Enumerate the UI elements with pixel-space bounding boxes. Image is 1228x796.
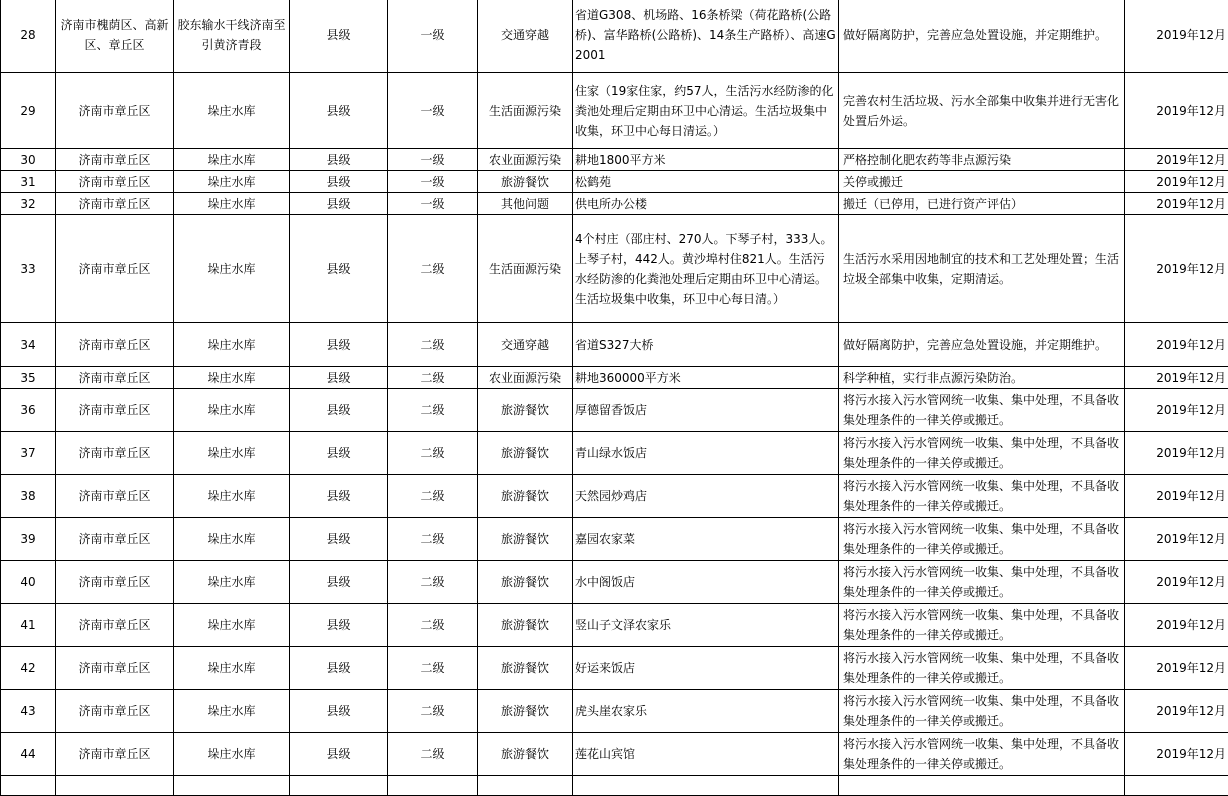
cell-problem-type: 交通穿越 [478,323,573,367]
cell-remediation-measure: 科学种植，实行非点源污染防治。 [839,367,1125,389]
cell-city: 济南市章丘区 [56,149,174,171]
table-row [1,193,1228,215]
cell-number: 35 [1,367,56,389]
cell-deadline: 2019年12月 [1125,149,1228,171]
cell-city: 济南市槐荫区、高新区、章丘区 [56,0,174,73]
cell-problem-detail: 竖山子文泽农家乐 [573,604,839,647]
table-row [1,149,1228,171]
cell-remediation-measure: 将污水接入污水管网统一收集、集中处理，不具备收集处理条件的一律关停或搬迁。 [839,518,1125,561]
cell-level: 县级 [290,193,388,215]
cell-water-source: 垛庄水库 [174,389,290,432]
cell-problem-type: 生活面源污染 [478,73,573,149]
cell-city: 济南市章丘区 [56,475,174,518]
table-row [1,171,1228,193]
empty-cell [839,776,1125,796]
cell-protection-grade: 一级 [388,171,478,193]
cell-water-source: 垛庄水库 [174,215,290,323]
cell-remediation-measure: 将污水接入污水管网统一收集、集中处理，不具备收集处理条件的一律关停或搬迁。 [839,561,1125,604]
cell-city: 济南市章丘区 [56,561,174,604]
table-row [1,0,1228,73]
cell-city: 济南市章丘区 [56,193,174,215]
cell-level: 县级 [290,149,388,171]
cell-city: 济南市章丘区 [56,518,174,561]
cell-deadline: 2019年12月 [1125,518,1228,561]
cell-problem-type: 旅游餐饮 [478,475,573,518]
cell-number: 30 [1,149,56,171]
cell-problem-type: 旅游餐饮 [478,561,573,604]
cell-remediation-measure: 将污水接入污水管网统一收集、集中处理，不具备收集处理条件的一律关停或搬迁。 [839,389,1125,432]
cell-protection-grade: 一级 [388,73,478,149]
cell-water-source: 垛庄水库 [174,367,290,389]
cell-deadline: 2019年12月 [1125,690,1228,733]
cell-level: 县级 [290,647,388,690]
cell-water-source: 垛庄水库 [174,475,290,518]
cell-water-source: 垛庄水库 [174,518,290,561]
cell-deadline: 2019年12月 [1125,604,1228,647]
cell-level: 县级 [290,0,388,73]
cell-deadline: 2019年12月 [1125,171,1228,193]
cell-problem-type: 旅游餐饮 [478,389,573,432]
cell-problem-type: 旅游餐饮 [478,647,573,690]
cell-level: 县级 [290,73,388,149]
cell-city: 济南市章丘区 [56,323,174,367]
cell-protection-grade: 二级 [388,690,478,733]
empty-cell [1125,776,1228,796]
cell-city: 济南市章丘区 [56,432,174,475]
cell-water-source: 垛庄水库 [174,432,290,475]
table-row [1,475,1228,518]
cell-city: 济南市章丘区 [56,733,174,776]
cell-water-source: 垛庄水库 [174,604,290,647]
cell-problem-detail: 住家（19家住家，约57人，生活污水经防渗的化粪池处理后定期由环卫中心清运。生活垃圾集中收集，环卫中心每日清运。） [573,73,839,149]
cell-problem-detail: 供电所办公楼 [573,193,839,215]
cell-protection-grade: 二级 [388,561,478,604]
cell-number: 38 [1,475,56,518]
cell-problem-type: 交通穿越 [478,0,573,73]
cell-problem-detail: 天然园炒鸡店 [573,475,839,518]
cell-number: 34 [1,323,56,367]
cell-problem-detail: 省道S327大桥 [573,323,839,367]
cell-remediation-measure: 生活污水采用因地制宜的技术和工艺处理处置；生活垃圾全部集中收集，定期清运。 [839,215,1125,323]
cell-number: 33 [1,215,56,323]
table-row [1,733,1228,776]
cell-remediation-measure: 将污水接入污水管网统一收集、集中处理，不具备收集处理条件的一律关停或搬迁。 [839,647,1125,690]
cell-remediation-measure: 完善农村生活垃圾、污水全部集中收集并进行无害化处置后外运。 [839,73,1125,149]
cell-remediation-measure: 将污水接入污水管网统一收集、集中处理，不具备收集处理条件的一律关停或搬迁。 [839,604,1125,647]
empty-cell [56,776,174,796]
empty-cell [573,776,839,796]
cell-remediation-measure: 严格控制化肥农药等非点源污染 [839,149,1125,171]
cell-deadline: 2019年12月 [1125,389,1228,432]
table-row [1,389,1228,432]
cell-level: 县级 [290,475,388,518]
cell-problem-type: 农业面源污染 [478,367,573,389]
cell-deadline: 2019年12月 [1125,647,1228,690]
cell-protection-grade: 一级 [388,0,478,73]
cell-water-source: 垛庄水库 [174,193,290,215]
cell-problem-detail: 省道G308、机场路、16条桥梁（荷花路桥(公路桥)、富华路桥(公路桥)、14条生产路桥）、高速G2001 [573,0,839,73]
table-row-partial [1,776,1228,796]
cell-city: 济南市章丘区 [56,604,174,647]
cell-problem-type: 旅游餐饮 [478,733,573,776]
cell-number: 31 [1,171,56,193]
cell-number: 44 [1,733,56,776]
cell-remediation-measure: 关停或搬迁 [839,171,1125,193]
cell-problem-detail: 青山绿水饭店 [573,432,839,475]
cell-city: 济南市章丘区 [56,171,174,193]
cell-protection-grade: 一级 [388,193,478,215]
table-row [1,367,1228,389]
cell-protection-grade: 二级 [388,323,478,367]
cell-remediation-measure: 搬迁（已停用，已进行资产评估） [839,193,1125,215]
cell-problem-detail: 耕地360000平方米 [573,367,839,389]
cell-deadline: 2019年12月 [1125,367,1228,389]
cell-deadline: 2019年12月 [1125,323,1228,367]
empty-cell [388,776,478,796]
cell-protection-grade: 二级 [388,733,478,776]
cell-problem-type: 旅游餐饮 [478,690,573,733]
cell-problem-detail: 厚德留香饭店 [573,389,839,432]
cell-remediation-measure: 将污水接入污水管网统一收集、集中处理，不具备收集处理条件的一律关停或搬迁。 [839,733,1125,776]
cell-problem-detail: 嘉园农家菜 [573,518,839,561]
cell-problem-type: 生活面源污染 [478,215,573,323]
cell-water-source: 垛庄水库 [174,149,290,171]
cell-city: 济南市章丘区 [56,73,174,149]
table-row [1,73,1228,149]
table-row [1,432,1228,475]
cell-protection-grade: 二级 [388,215,478,323]
cell-problem-type: 旅游餐饮 [478,171,573,193]
cell-problem-type: 其他问题 [478,193,573,215]
cell-level: 县级 [290,561,388,604]
cell-remediation-measure: 将污水接入污水管网统一收集、集中处理，不具备收集处理条件的一律关停或搬迁。 [839,432,1125,475]
cell-water-source: 垛庄水库 [174,171,290,193]
cell-city: 济南市章丘区 [56,215,174,323]
cell-water-source: 垛庄水库 [174,323,290,367]
cell-problem-detail: 好运来饭店 [573,647,839,690]
cell-remediation-measure: 做好隔离防护，完善应急处置设施，并定期维护。 [839,0,1125,73]
cell-deadline: 2019年12月 [1125,733,1228,776]
cell-level: 县级 [290,171,388,193]
cell-protection-grade: 二级 [388,475,478,518]
cell-protection-grade: 二级 [388,432,478,475]
cell-deadline: 2019年12月 [1125,475,1228,518]
cell-number: 42 [1,647,56,690]
cell-level: 县级 [290,733,388,776]
cell-remediation-measure: 做好隔离防护，完善应急处置设施，并定期维护。 [839,323,1125,367]
table-body [1,0,1228,796]
cell-problem-detail: 4个村庄（邵庄村、270人。下琴子村，333人。上琴子村，442人。黄沙埠村住821人。生活污水经防渗的化粪池处理后定期由环卫中心清运。生活垃圾集中收集，环卫中心每日清。） [573,215,839,323]
cell-city: 济南市章丘区 [56,367,174,389]
cell-deadline: 2019年12月 [1125,0,1228,73]
cell-level: 县级 [290,367,388,389]
cell-water-source: 垛庄水库 [174,561,290,604]
cell-deadline: 2019年12月 [1125,193,1228,215]
cell-problem-detail: 耕地1800平方米 [573,149,839,171]
table-row [1,561,1228,604]
cell-number: 43 [1,690,56,733]
cell-protection-grade: 二级 [388,518,478,561]
cell-number: 28 [1,0,56,73]
table-row [1,604,1228,647]
cell-protection-grade: 二级 [388,389,478,432]
cell-protection-grade: 二级 [388,647,478,690]
cell-number: 37 [1,432,56,475]
cell-problem-type: 旅游餐饮 [478,518,573,561]
cell-number: 36 [1,389,56,432]
cell-level: 县级 [290,690,388,733]
cell-level: 县级 [290,432,388,475]
table-row [1,690,1228,733]
cell-number: 32 [1,193,56,215]
cell-level: 县级 [290,323,388,367]
cell-level: 县级 [290,389,388,432]
cell-remediation-measure: 将污水接入污水管网统一收集、集中处理，不具备收集处理条件的一律关停或搬迁。 [839,690,1125,733]
cell-deadline: 2019年12月 [1125,73,1228,149]
cell-level: 县级 [290,518,388,561]
cell-protection-grade: 二级 [388,367,478,389]
cell-problem-detail: 虎头崖农家乐 [573,690,839,733]
cell-number: 40 [1,561,56,604]
cell-problem-detail: 松鹤苑 [573,171,839,193]
empty-cell [478,776,573,796]
cell-level: 县级 [290,604,388,647]
cell-problem-type: 旅游餐饮 [478,432,573,475]
table-row [1,215,1228,323]
cell-number: 41 [1,604,56,647]
cell-problem-detail: 莲花山宾馆 [573,733,839,776]
cell-deadline: 2019年12月 [1125,561,1228,604]
cell-water-source: 垛庄水库 [174,690,290,733]
cell-water-source: 垛庄水库 [174,733,290,776]
cell-problem-type: 旅游餐饮 [478,604,573,647]
cell-city: 济南市章丘区 [56,690,174,733]
table-row [1,323,1228,367]
cell-protection-grade: 一级 [388,149,478,171]
cell-remediation-measure: 将污水接入污水管网统一收集、集中处理，不具备收集处理条件的一律关停或搬迁。 [839,475,1125,518]
table-row [1,518,1228,561]
cell-deadline: 2019年12月 [1125,215,1228,323]
cell-water-source: 胶东输水干线济南至引黄济青段 [174,0,290,73]
cell-city: 济南市章丘区 [56,647,174,690]
cell-problem-detail: 水中阁饭店 [573,561,839,604]
cell-water-source: 垛庄水库 [174,647,290,690]
empty-cell [1,776,56,796]
cell-number: 29 [1,73,56,149]
cell-level: 县级 [290,215,388,323]
empty-cell [290,776,388,796]
cell-water-source: 垛庄水库 [174,73,290,149]
cell-city: 济南市章丘区 [56,389,174,432]
cell-protection-grade: 二级 [388,604,478,647]
cell-number: 39 [1,518,56,561]
empty-cell [174,776,290,796]
cell-deadline: 2019年12月 [1125,432,1228,475]
table-row [1,647,1228,690]
cell-problem-type: 农业面源污染 [478,149,573,171]
